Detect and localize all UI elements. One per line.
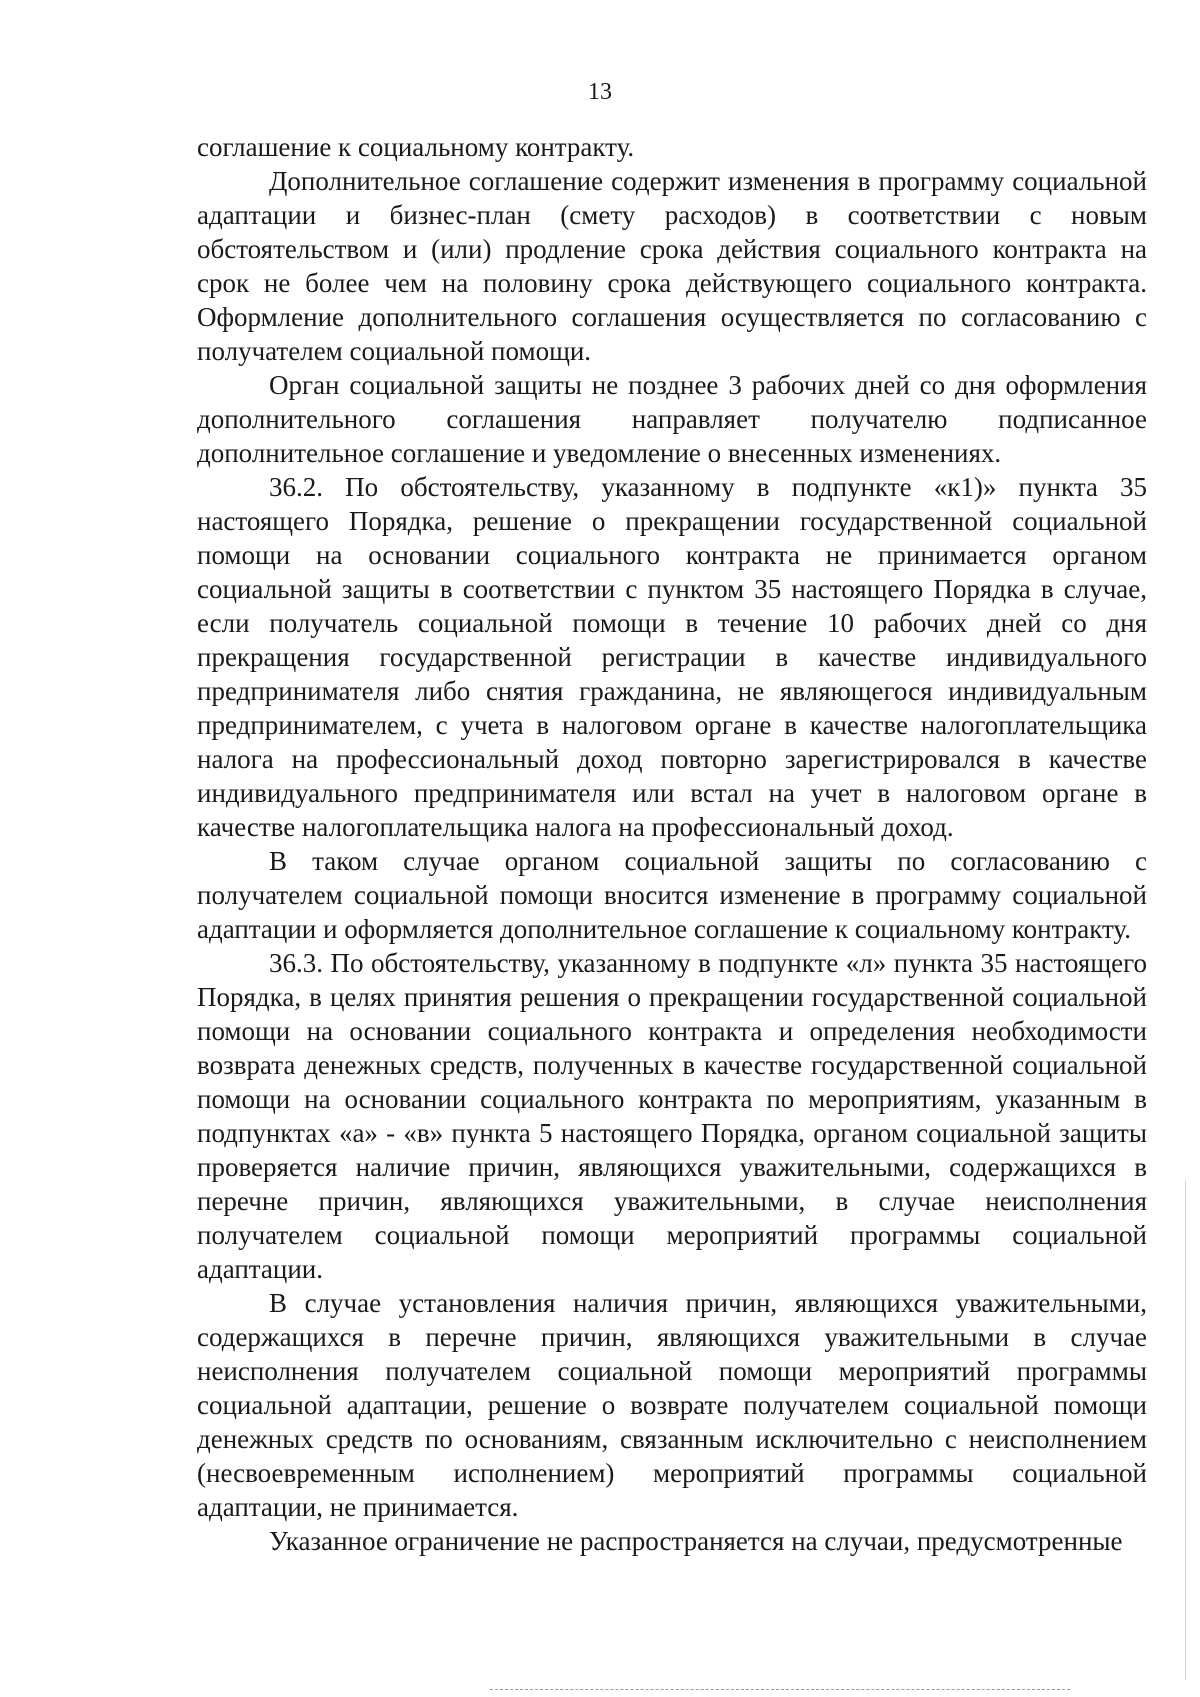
- paragraph-last: Указанное ограничение не распространяется на случаи, предусмотренные: [269, 1526, 1123, 1556]
- paragraph: 36.3. По обстоятельству, указанному в подпункте «л» пункта 35 настоящего Порядка, в целях принятия решения о прекращении государственной социальной помощи на основании социального контракта и определения необходимости возврата денежных средств, полученных в качестве государственной социальной помощи на основании социального контракта по мероприятиям, указанным в подпунктах «а» - «в» пункта 5 настоящего Порядка, органом социальной защиты проверяется наличие причин, являющихся уважительными, содержащихся в перечне причин, являющихся уважительными, в случае неисполнения получателем социальной помощи мероприятий программы социальной адаптации.: [197, 948, 1147, 1284]
- page-number: 13: [588, 79, 612, 105]
- paragraph: 36.2. По обстоятельству, указанному в подпункте «к1)» пункта 35 настоящего Порядка, решение о прекращении государственной социальной помощи на основании социального контракта не принимается органом социальной защиты в соответствии с пунктом 35 настоящего Порядка в случае, если получатель социальной помощи в течение 10 рабочих дней со дня прекращения государственной регистрации в качестве индивидуального предпринимателя либо снятия гражданина, не являющегося индивидуальным предпринимателем, с учета в налоговом органе в качестве налогоплательщика налога на профессиональный доход повторно зарегистрировался в качестве индивидуального предпринимателя или встал на учет в налоговом органе в качестве налогоплательщика налога на профессиональный доход.: [197, 472, 1147, 842]
- paragraph: соглашение к социальному контракту.: [197, 132, 635, 162]
- paragraph: В таком случае органом социальной защиты по согласованию с получателем социальной помощи вносится изменение в программу социальной адаптации и оформляется дополнительное соглашение к социальному контракту.: [197, 846, 1147, 944]
- paragraph: Орган социальной защиты не позднее 3 рабочих дней со дня оформления дополнительного соглашения направляет получателю подписанное дополнительное соглашение и уведомление о внесенных изменениях.: [197, 370, 1147, 468]
- paragraph: В случае установления наличия причин, являющихся уважительными, содержащихся в перечне причин, являющихся уважительными в случае неисполнения получателем социальной помощи мероприятий программы социальной адаптации, решение о возврате получателем социальной помощи денежных средств по основаниям, связанным исключительно с неисполнением (несвоевременным исполнением) мероприятий программы социальной адаптации, не принимается.: [197, 1288, 1147, 1522]
- scan-artifact-line: [490, 1689, 1070, 1690]
- scan-artifact-edge: [1185, 1180, 1186, 1680]
- document-body: [197, 130, 1147, 1558]
- paragraph: Дополнительное соглашение содержит изменения в программу социальной адаптации и бизнес-план (смету расходов) в соответствии с новым обстоятельством и (или) продление срока действия социального контракта на срок не более чем на половину срока действующего социального контракта. Оформление дополнительного соглашения осуществляется по согласованию с получателем социальной помощи.: [197, 166, 1147, 366]
